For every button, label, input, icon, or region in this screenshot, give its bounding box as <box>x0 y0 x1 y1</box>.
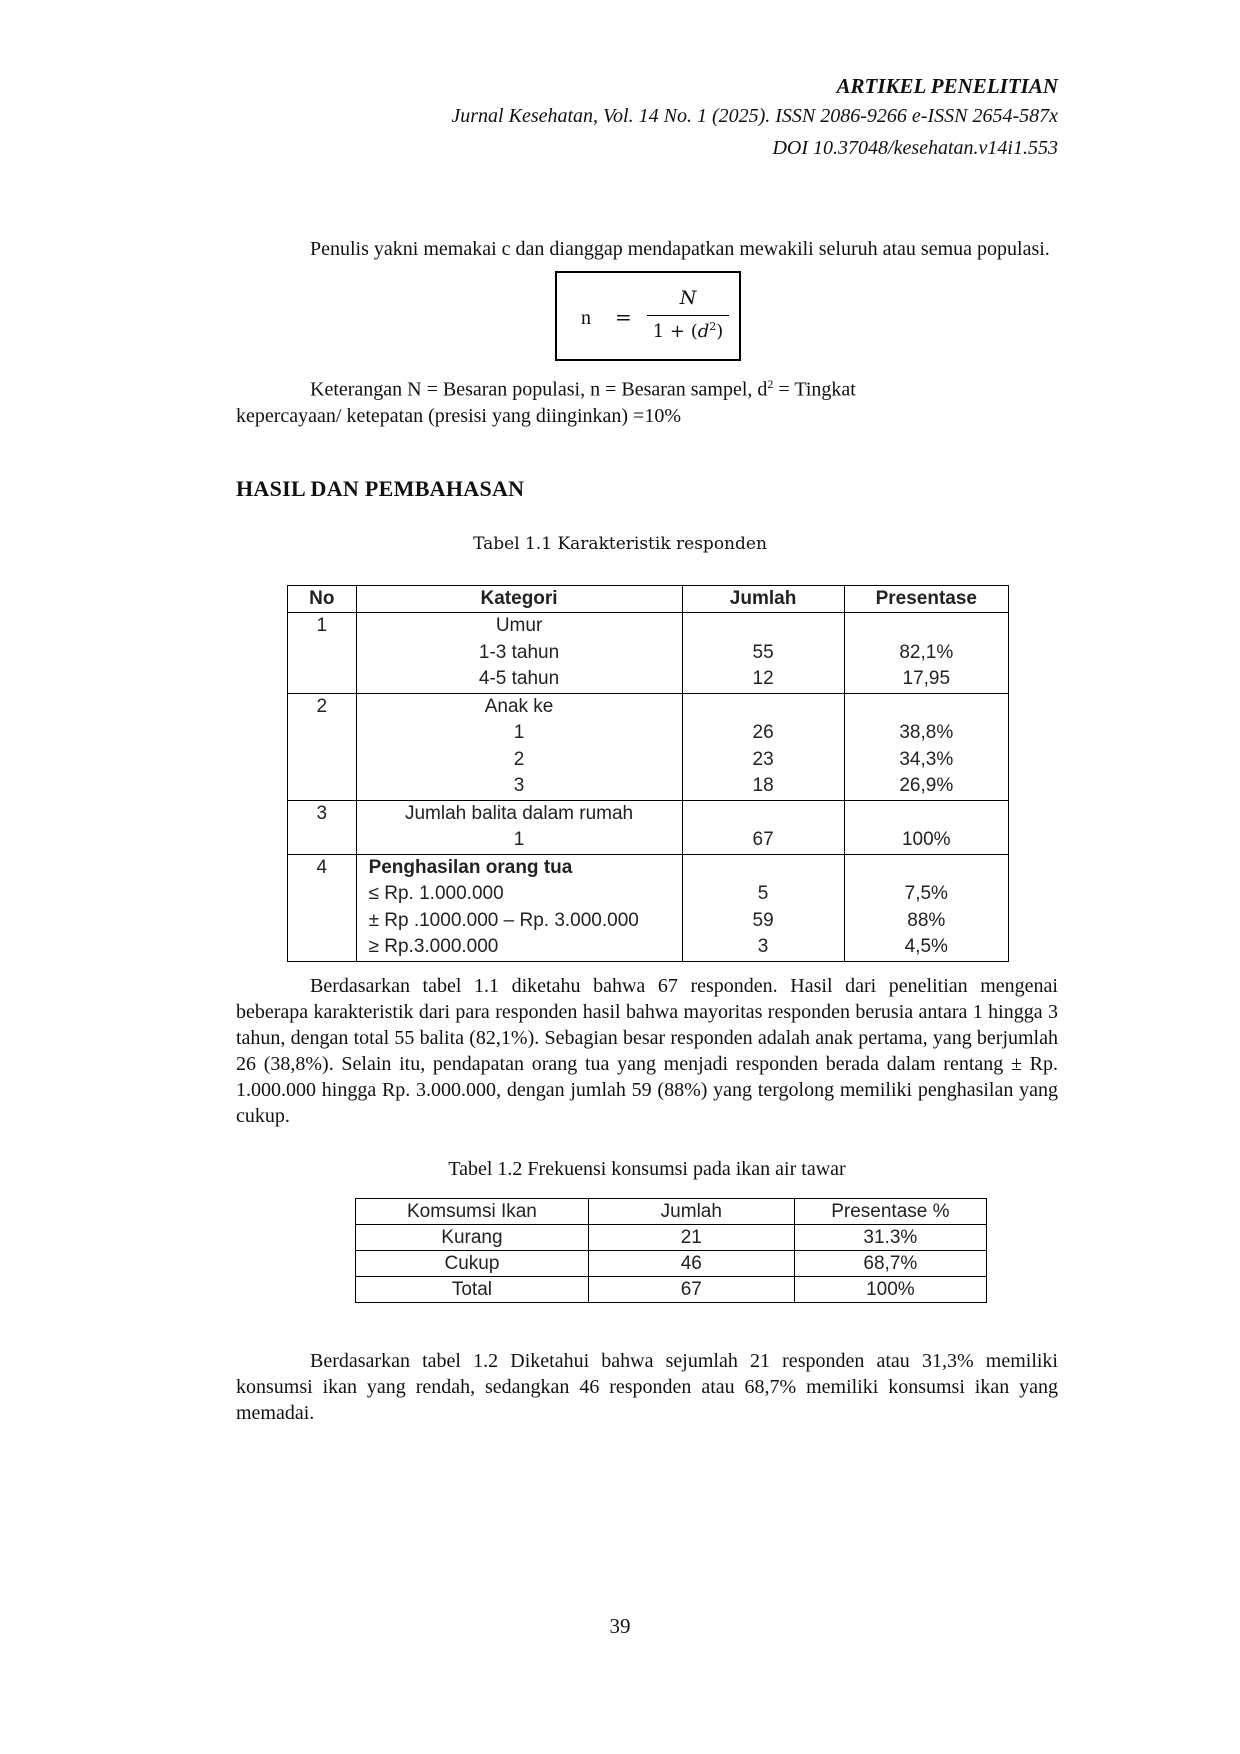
group-kategori: Anak ke 1 2 3 <box>356 693 682 800</box>
group-presentase: 100% <box>844 800 1008 854</box>
group-kategori: Penghasilan orang tua ≤ Rp. 1.000.000 ± Rp .1000.000 – Rp. 3.000.000 ≥ Rp.3.000.000 <box>356 854 682 961</box>
group-presentase: 7,5% 88% 4,5% <box>844 854 1008 961</box>
group-no: 1 <box>288 613 357 694</box>
group-no: 2 <box>288 693 357 800</box>
group-kategori: Umur 1-3 tahun 4-5 tahun <box>356 613 682 694</box>
cell-presentase: 100% <box>794 1277 986 1303</box>
cell-jumlah: 67 <box>588 1277 794 1303</box>
cell-jumlah: 46 <box>588 1251 794 1277</box>
table1-caption: Tabel 1.1 Karakteristik responden <box>473 534 767 554</box>
cell-jumlah: 21 <box>588 1225 794 1251</box>
group-jumlah: 26 23 18 <box>682 693 844 800</box>
table-row-group <box>288 854 1009 961</box>
doi-line: DOI 10.37048/kesehatan.v14i1.553 <box>772 137 1058 159</box>
results-paragraph-1: Berdasarkan tabel 1.1 diketahu bahwa 67 responden. Hasil dari penelitian mengenai beberapa karakteristik dari para responden hasil bahwa mayoritas responden berusia antara 1 hingga 3 tahun, dengan total 55 balita (82,1%). Sebagian besar responden adalah anak pertama, yang berjumlah 26 (38,8%). Selain itu, pendapatan orang tua yang menjadi responden berada dalam rentang ± Rp. 1.000.000 hingga Rp. 3.000.000, dengan jumlah 59 (88%) yang tergolong memiliki penghasilan yang cukup. <box>236 975 1058 1127</box>
group-kategori: Jumlah balita dalam rumah 1 <box>356 800 682 854</box>
table-header-row <box>288 586 1009 613</box>
group-presentase: 82,1% 17,95 <box>844 613 1008 694</box>
table2-caption: Tabel 1.2 Frekuensi konsumsi pada ikan air tawar <box>448 1158 846 1180</box>
formula-denominator: $1 + (d^2)$ <box>652 320 724 342</box>
group-no: 3 <box>288 800 357 854</box>
group-jumlah: 55 12 <box>682 613 844 694</box>
table-header-row <box>356 1199 987 1225</box>
group-no: 4 <box>288 854 357 961</box>
table-row-group <box>288 613 1009 694</box>
formula-legend: Keterangan N = Besaran populasi, n = Besaran sampel, $d^2$ = Tingkat kepercayaan/ ketepatan (presisi yang diinginkan) =10% <box>236 377 856 427</box>
cell-konsumsi: Kurang <box>356 1225 589 1251</box>
cell-presentase: 68,7% <box>794 1251 986 1277</box>
col-header-konsumsi: Komsumsi Ikan <box>356 1199 589 1225</box>
table-row <box>356 1251 987 1277</box>
cell-konsumsi: Total <box>356 1277 589 1303</box>
table-respondent-characteristics <box>287 585 1009 962</box>
table-row-group <box>288 800 1009 854</box>
formula-numerator: N <box>679 287 697 309</box>
col-header-presentase: Presentase % <box>794 1199 986 1225</box>
group-presentase: 38,8% 34,3% 26,9% <box>844 693 1008 800</box>
journal-citation: Jurnal Kesehatan, Vol. 14 No. 1 (2025). ISSN 2086-9266 e-ISSN 2654-587x <box>451 105 1058 127</box>
page-number: 39 <box>609 1614 631 1638</box>
col-header-jumlah: Jumlah <box>682 586 844 613</box>
table-row <box>356 1277 987 1303</box>
cell-presentase: 31.3% <box>794 1225 986 1251</box>
cell-konsumsi: Cukup <box>356 1251 589 1277</box>
table-fish-consumption <box>355 1198 987 1303</box>
table-row <box>356 1225 987 1251</box>
results-paragraph-2: Berdasarkan tabel 1.2 Diketahui bahwa sejumlah 21 responden atau 31,3% memiliki konsumsi ikan yang rendah, sedangkan 46 responden atau 68,7% memiliki konsumsi ikan yang memadai. <box>236 1350 1058 1424</box>
formula-equals: = <box>615 305 632 329</box>
group-jumlah: 5 59 3 <box>682 854 844 961</box>
col-header-presentase: Presentase <box>844 586 1008 613</box>
formula-lhs: n <box>581 307 591 329</box>
col-header-kategori: Kategori <box>356 586 682 613</box>
sample-size-formula <box>555 271 741 361</box>
article-type-label: ARTIKEL PENELITIAN <box>836 74 1058 98</box>
group-jumlah: 67 <box>682 800 844 854</box>
table-row-group <box>288 693 1009 800</box>
section-heading: HASIL DAN PEMBAHASAN <box>236 476 525 501</box>
intro-paragraph: Penulis yakni memakai c dan dianggap mendapatkan mewakili seluruh atau semua populasi. <box>310 238 1050 260</box>
col-header-no: No <box>288 586 357 613</box>
formula-fraction-bar <box>647 315 729 316</box>
col-header-jumlah: Jumlah <box>588 1199 794 1225</box>
